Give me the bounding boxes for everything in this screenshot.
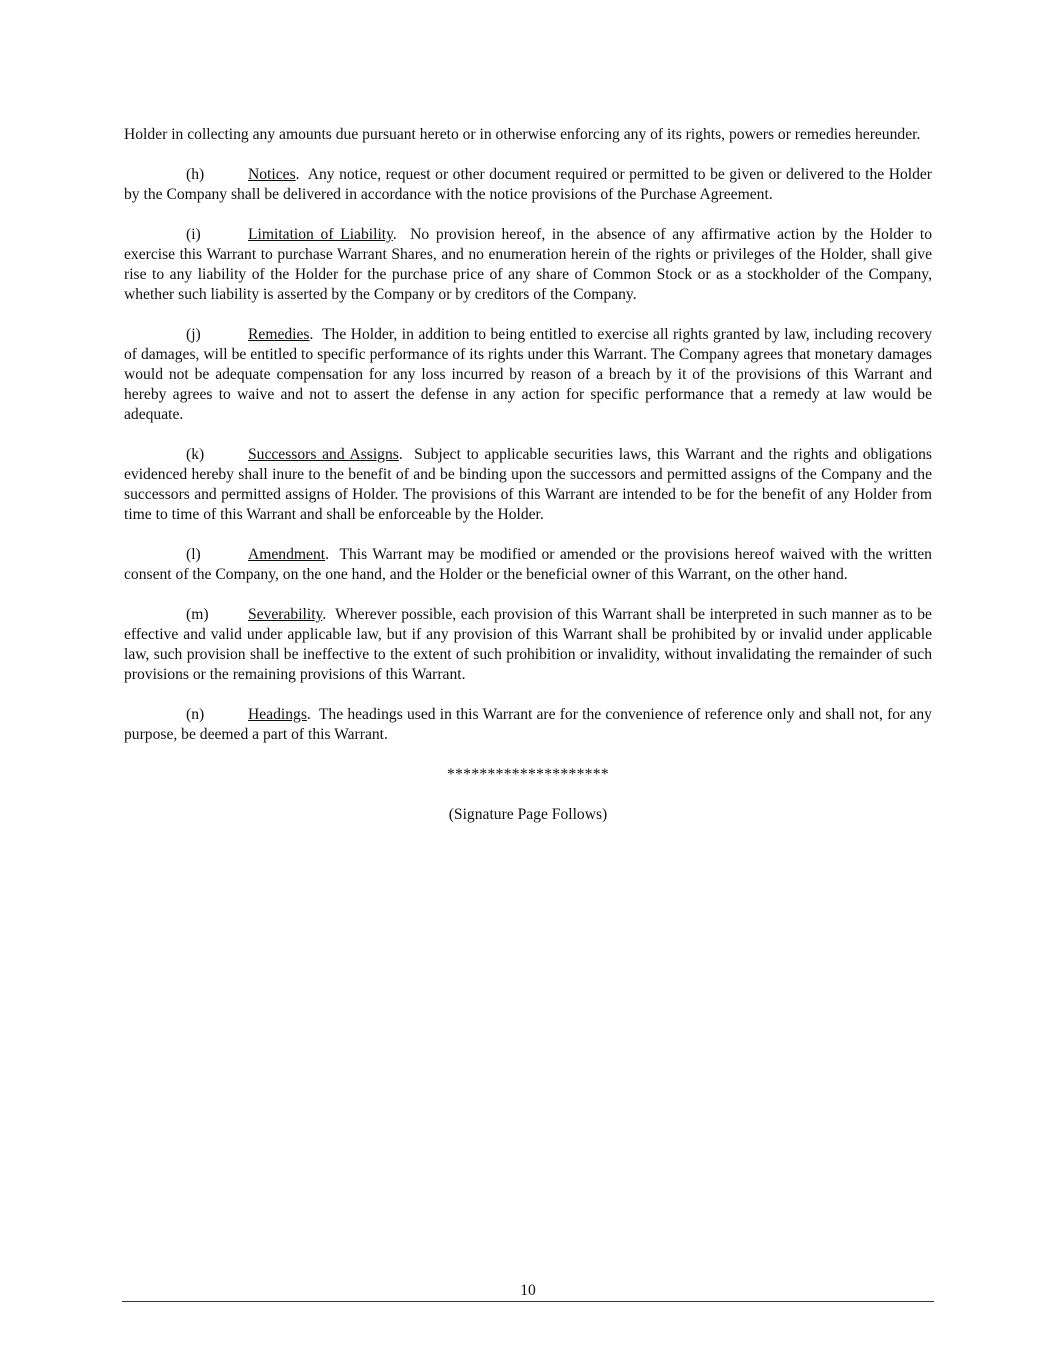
section-heading: Limitation of Liability xyxy=(248,226,393,243)
section-k: (k) Successors and Assigns. Subject to applicable securities laws, this Warrant and the rights and obligations evidenced hereby shall inure to the benefit of and be binding upon the successors and permitted assigns of the Company and the successors and permitted assigns of Holder. The provisions of this Warrant are intended to be for the benefit of any Holder from time to time of this Warrant and shall be enforceable by the Holder. xyxy=(124,446,932,523)
section-label: (h) xyxy=(186,166,205,183)
intro-paragraph: Holder in collecting any amounts due pursuant hereto or in otherwise enforcing any of its rights, powers or remedies hereunder. xyxy=(124,126,921,143)
sections-list xyxy=(124,165,932,745)
section-i: (i) Limitation of Liability. No provision hereof, in the absence of any affirmative action by the Holder to exercise this Warrant to purchase Warrant Shares, and no enumeration herein of the rights or privileges of the Holder, shall give rise to any liability of the Holder for the purchase price of any share of Common Stock or as a stockholder of the Company, whether such liability is asserted by the Company or by creditors of the Company. xyxy=(124,226,932,303)
section-label: (i) xyxy=(186,226,201,243)
section-heading: Remedies xyxy=(248,326,310,343)
section-m: (m) Severability. Wherever possible, each provision of this Warrant shall be interpreted in such manner as to be effective and valid under applicable law, but if any provision of this Warrant shall be prohibited by or invalid under applicable law, such provision shall be ineffective to the extent of such prohibition or invalidity, without invalidating the remainder of such provisions or the remaining provisions of this Warrant. xyxy=(124,606,932,683)
section-label: (n) xyxy=(186,706,205,723)
section-text: Subject to applicable securities laws, this Warrant and the rights and obligations evidenced hereby shall inure to the benefit of and be binding upon the successors and permitted assigns of the Company and the successors and permitted assigns of Holder. The provisions of this Warrant are intended to be for the benefit of any Holder from time to time of this Warrant and shall be enforceable by the Holder. xyxy=(124,446,932,523)
section-label: (j) xyxy=(186,326,201,343)
section-label: (m) xyxy=(186,606,209,623)
page-number: 10 xyxy=(520,1282,536,1299)
section-text: This Warrant may be modified or amended or the provisions hereof waived with the written consent of the Company, on the one hand, and the Holder or the beneficial owner of this Warrant, on the other hand. xyxy=(124,546,932,583)
section-heading: Headings xyxy=(248,706,307,723)
separator-asterisks: ******************** xyxy=(447,766,609,783)
section-h: (h) Notices. Any notice, request or other document required or permitted to be given or delivered to the Holder by the Company shall be delivered in accordance with the notice provisions of the Purchase Agreement. xyxy=(124,166,933,203)
section-n: (n) Headings. The headings used in this Warrant are for the convenience of reference only and shall not, for any purpose, be deemed a part of this Warrant. xyxy=(124,706,932,743)
section-text: No provision hereof, in the absence of any affirmative action by the Holder to exercise this Warrant to purchase Warrant Shares, and no enumeration herein of the rights or privileges of the Holder, shall give rise to any liability of the Holder for the purchase price of any share of Common Stock or as a stockholder of the Company, whether such liability is asserted by the Company or by creditors of the Company. xyxy=(124,226,932,303)
section-label: (l) xyxy=(186,546,201,563)
signature-page-note: (Signature Page Follows) xyxy=(448,806,608,823)
section-heading: Severability xyxy=(248,606,323,623)
section-heading: Notices xyxy=(248,166,296,183)
section-heading: Amendment xyxy=(248,546,326,563)
section-text: The headings used in this Warrant are for the convenience of reference only and shall not, for any purpose, be deemed a part of this Warrant. xyxy=(124,706,932,743)
section-l: (l) Amendment. This Warrant may be modified or amended or the provisions hereof waived with the written consent of the Company, on the one hand, and the Holder or the beneficial owner of this Warrant, on the other hand. xyxy=(124,546,932,583)
section-heading: Successors and Assigns xyxy=(248,446,399,463)
section-text: Wherever possible, each provision of this Warrant shall be interpreted in such manner as to be effective and valid under applicable law, but if any provision of this Warrant shall be prohibited by or invalid under applicable law, such provision shall be ineffective to the extent of such prohibition or invalidity, without invalidating the remainder of such provisions or the remaining provisions of this Warrant. xyxy=(124,606,932,683)
footer-divider xyxy=(122,1301,934,1302)
section-j: (j) Remedies. The Holder, in addition to being entitled to exercise all rights granted by law, including recovery of damages, will be entitled to specific performance of its rights under this Warrant. The Company agrees that monetary damages would not be adequate compensation for any loss incurred by reason of a breach by it of the provisions of this Warrant and hereby agrees to waive and not to assert the defense in any action for specific performance that a remedy at law would be adequate. xyxy=(124,326,932,423)
section-text: Any notice, request or other document required or permitted to be given or delivered to the Holder by the Company shall be delivered in accordance with the notice provisions of the Purchase Agreement. xyxy=(124,166,933,203)
document-body xyxy=(124,125,932,825)
section-label: (k) xyxy=(186,446,205,463)
section-text: The Holder, in addition to being entitled to exercise all rights granted by law, including recovery of damages, will be entitled to specific performance of its rights under this Warrant. The Company agrees that monetary damages would not be adequate compensation for any loss incurred by reason of a breach by it of the provisions of this Warrant and hereby agrees to waive and not to assert the defense in any action for specific performance that a remedy at law would be adequate. xyxy=(124,326,932,423)
